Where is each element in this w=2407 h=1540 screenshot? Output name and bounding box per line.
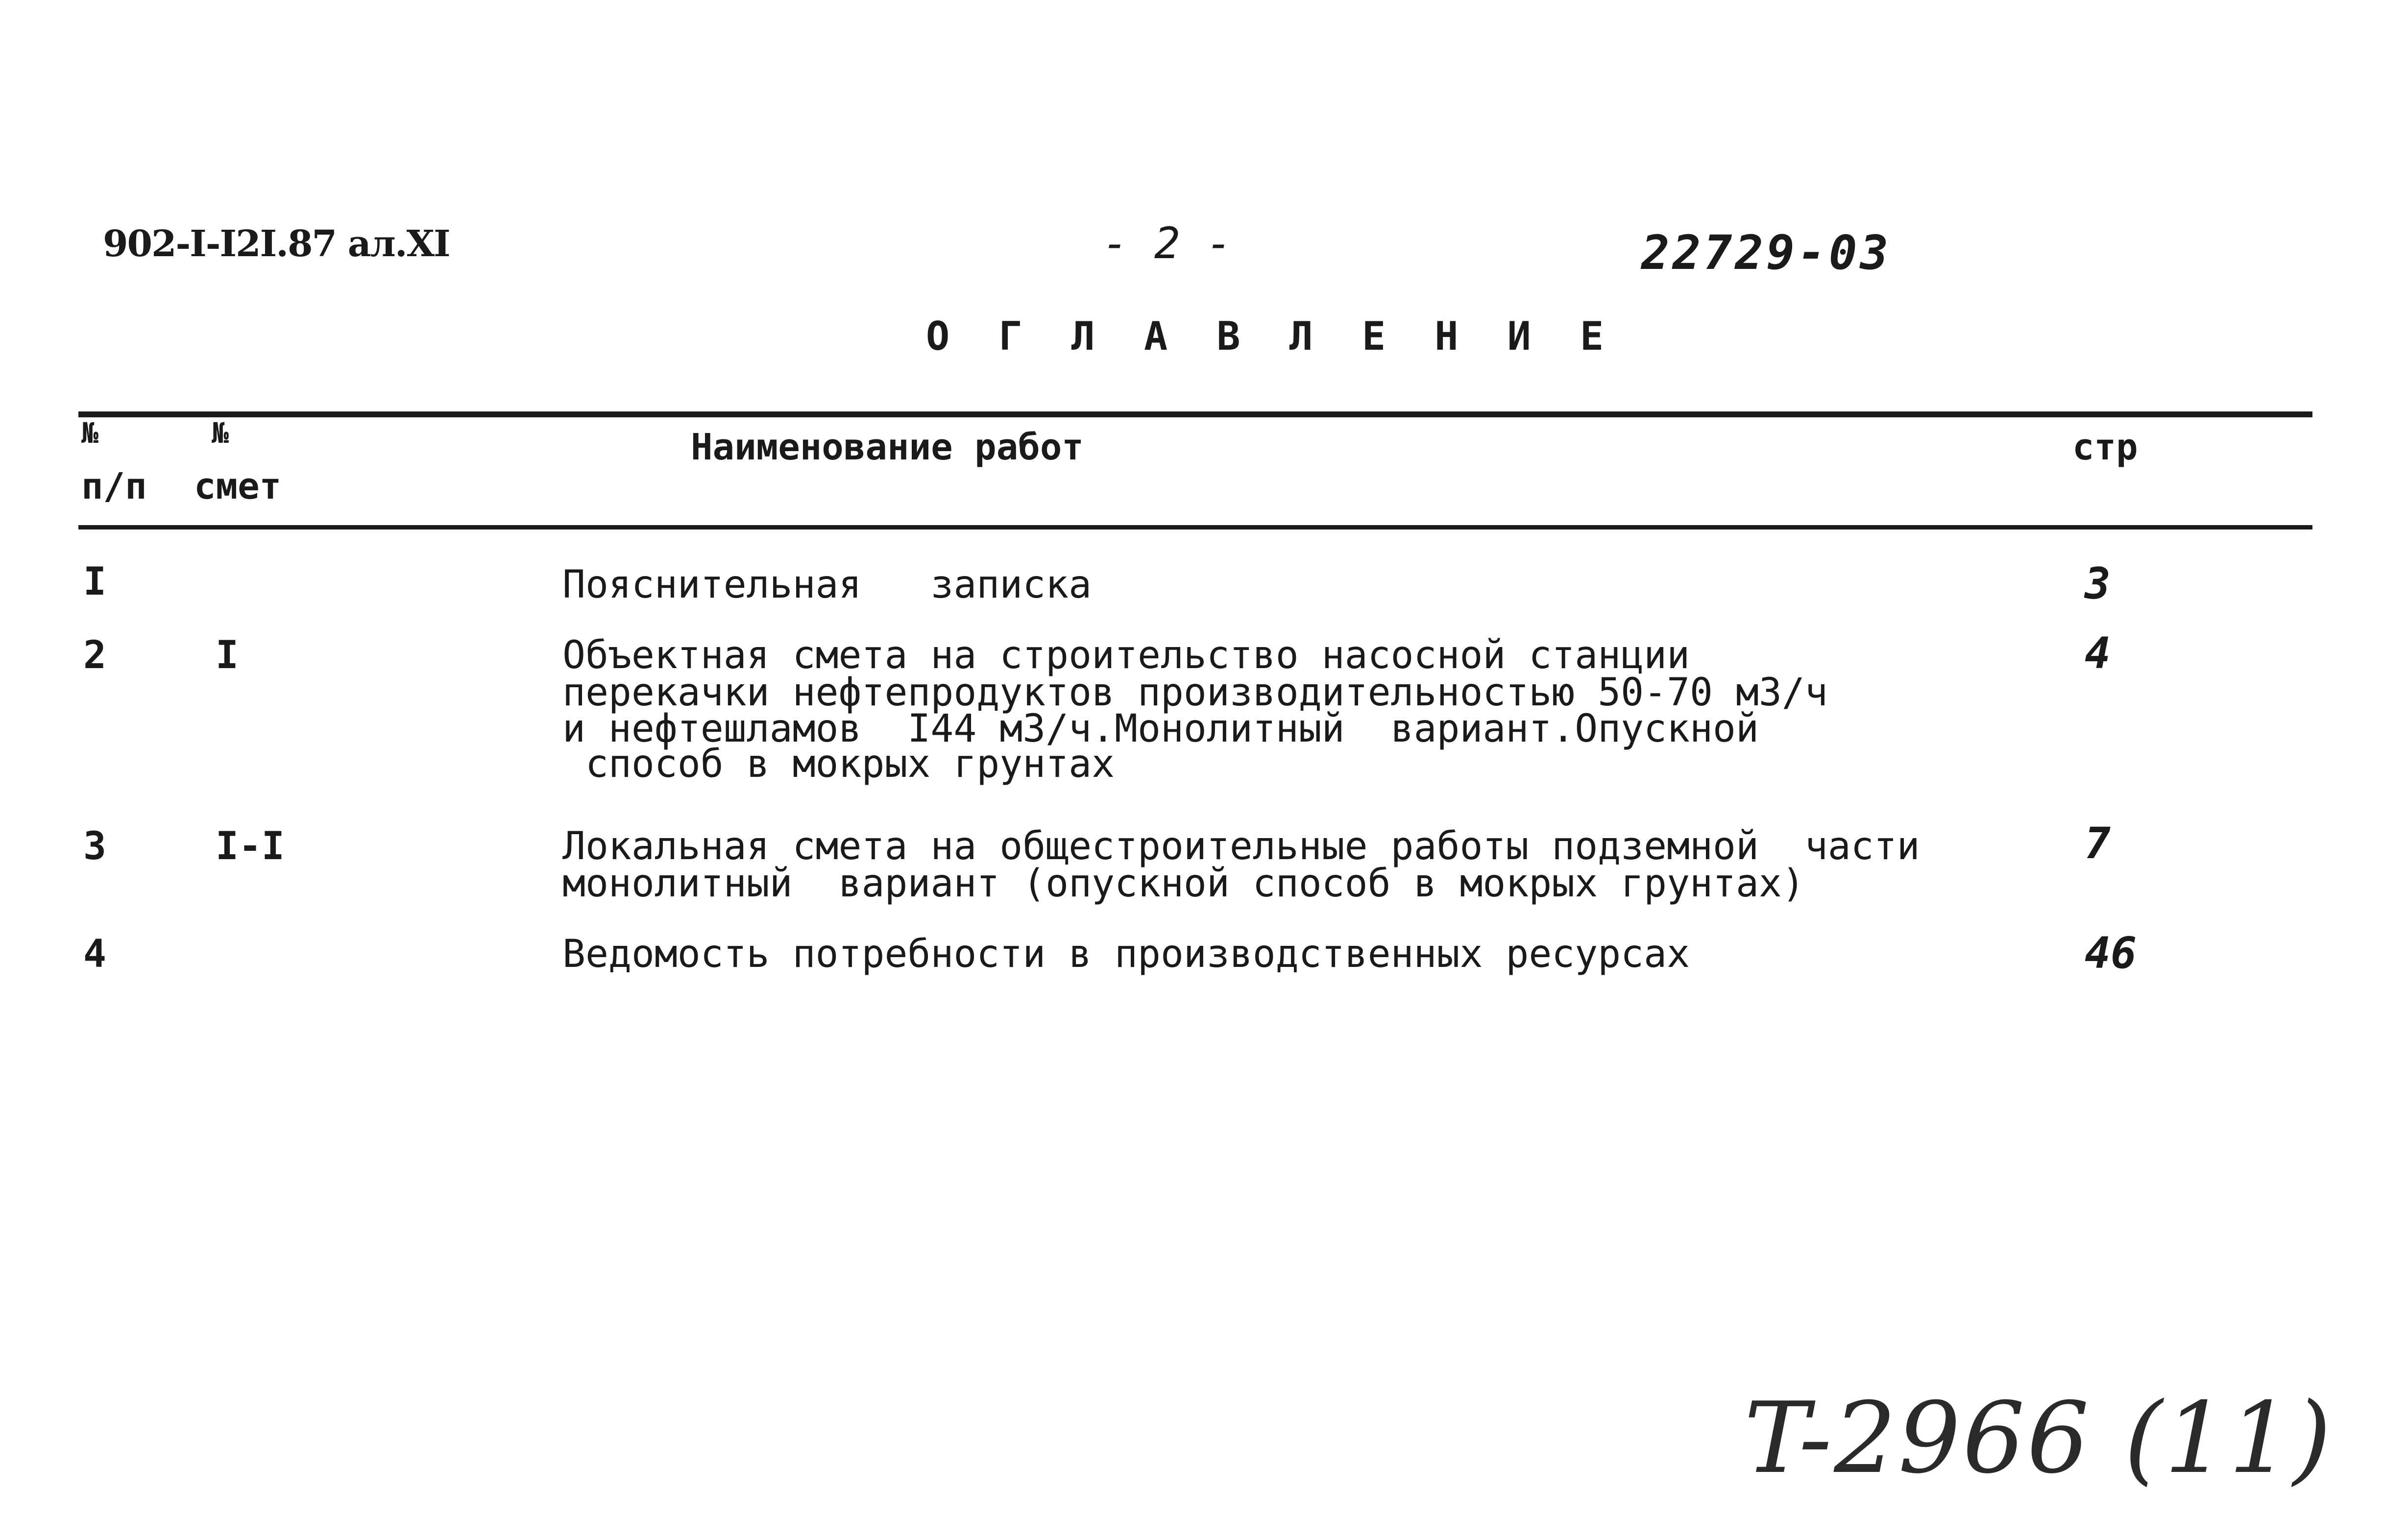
row-number: 3 bbox=[83, 824, 106, 868]
row-title-line: и нефтешламов I44 м3/ч.Монолитный вариант.Опускной bbox=[562, 707, 1759, 751]
row-title-line: Объектная смета на строительство насосной станции bbox=[562, 633, 1690, 677]
row-page: 4 bbox=[2085, 628, 2111, 678]
row-page: 3 bbox=[2085, 558, 2111, 609]
column-header-page: стр bbox=[2072, 426, 2138, 468]
row-title-line: Локальная смета на общестроительные работы подземной части bbox=[562, 824, 1920, 868]
page-number: - 2 - bbox=[1102, 218, 1232, 268]
column-header-name: Наименование работ bbox=[691, 426, 1084, 468]
table-top-rule bbox=[78, 411, 2312, 417]
row-page: 7 bbox=[2085, 818, 2111, 868]
column-header-pp: п/п bbox=[81, 465, 147, 507]
row-page: 46 bbox=[2085, 928, 2137, 978]
row-number: 4 bbox=[83, 932, 106, 976]
column-header-number-symbol: № bbox=[81, 416, 98, 450]
column-header-smet-symbol: № bbox=[212, 416, 229, 450]
row-title-line: монолитный вариант (опускной способ в мокрых грунтах) bbox=[562, 862, 1805, 906]
handwritten-archive-note: T-2966 (11) bbox=[1744, 1381, 2334, 1495]
row-title-line: перекачки нефтепродуктов производительностью 50-70 м3/ч bbox=[562, 671, 1828, 715]
row-number: 2 bbox=[83, 633, 106, 677]
column-header-smet: смет bbox=[194, 465, 282, 507]
document-number: 22729-03 bbox=[1641, 225, 1892, 280]
row-title-line: Ведомость потребности в производственных ресурсах bbox=[562, 932, 1690, 976]
row-number: I bbox=[83, 560, 106, 604]
row-smet-number: I bbox=[216, 633, 239, 677]
row-title-line: способ в мокрых грунтах bbox=[562, 742, 1115, 786]
page-title: О Г Л А В Л Е Н И Е bbox=[926, 313, 1617, 359]
row-title-line: Пояснительная записка bbox=[562, 563, 1092, 607]
row-smet-number: I-I bbox=[216, 824, 285, 868]
table-header-rule bbox=[78, 525, 2312, 529]
document-code: 902-I-I2I.87 ал.XI bbox=[103, 223, 450, 265]
